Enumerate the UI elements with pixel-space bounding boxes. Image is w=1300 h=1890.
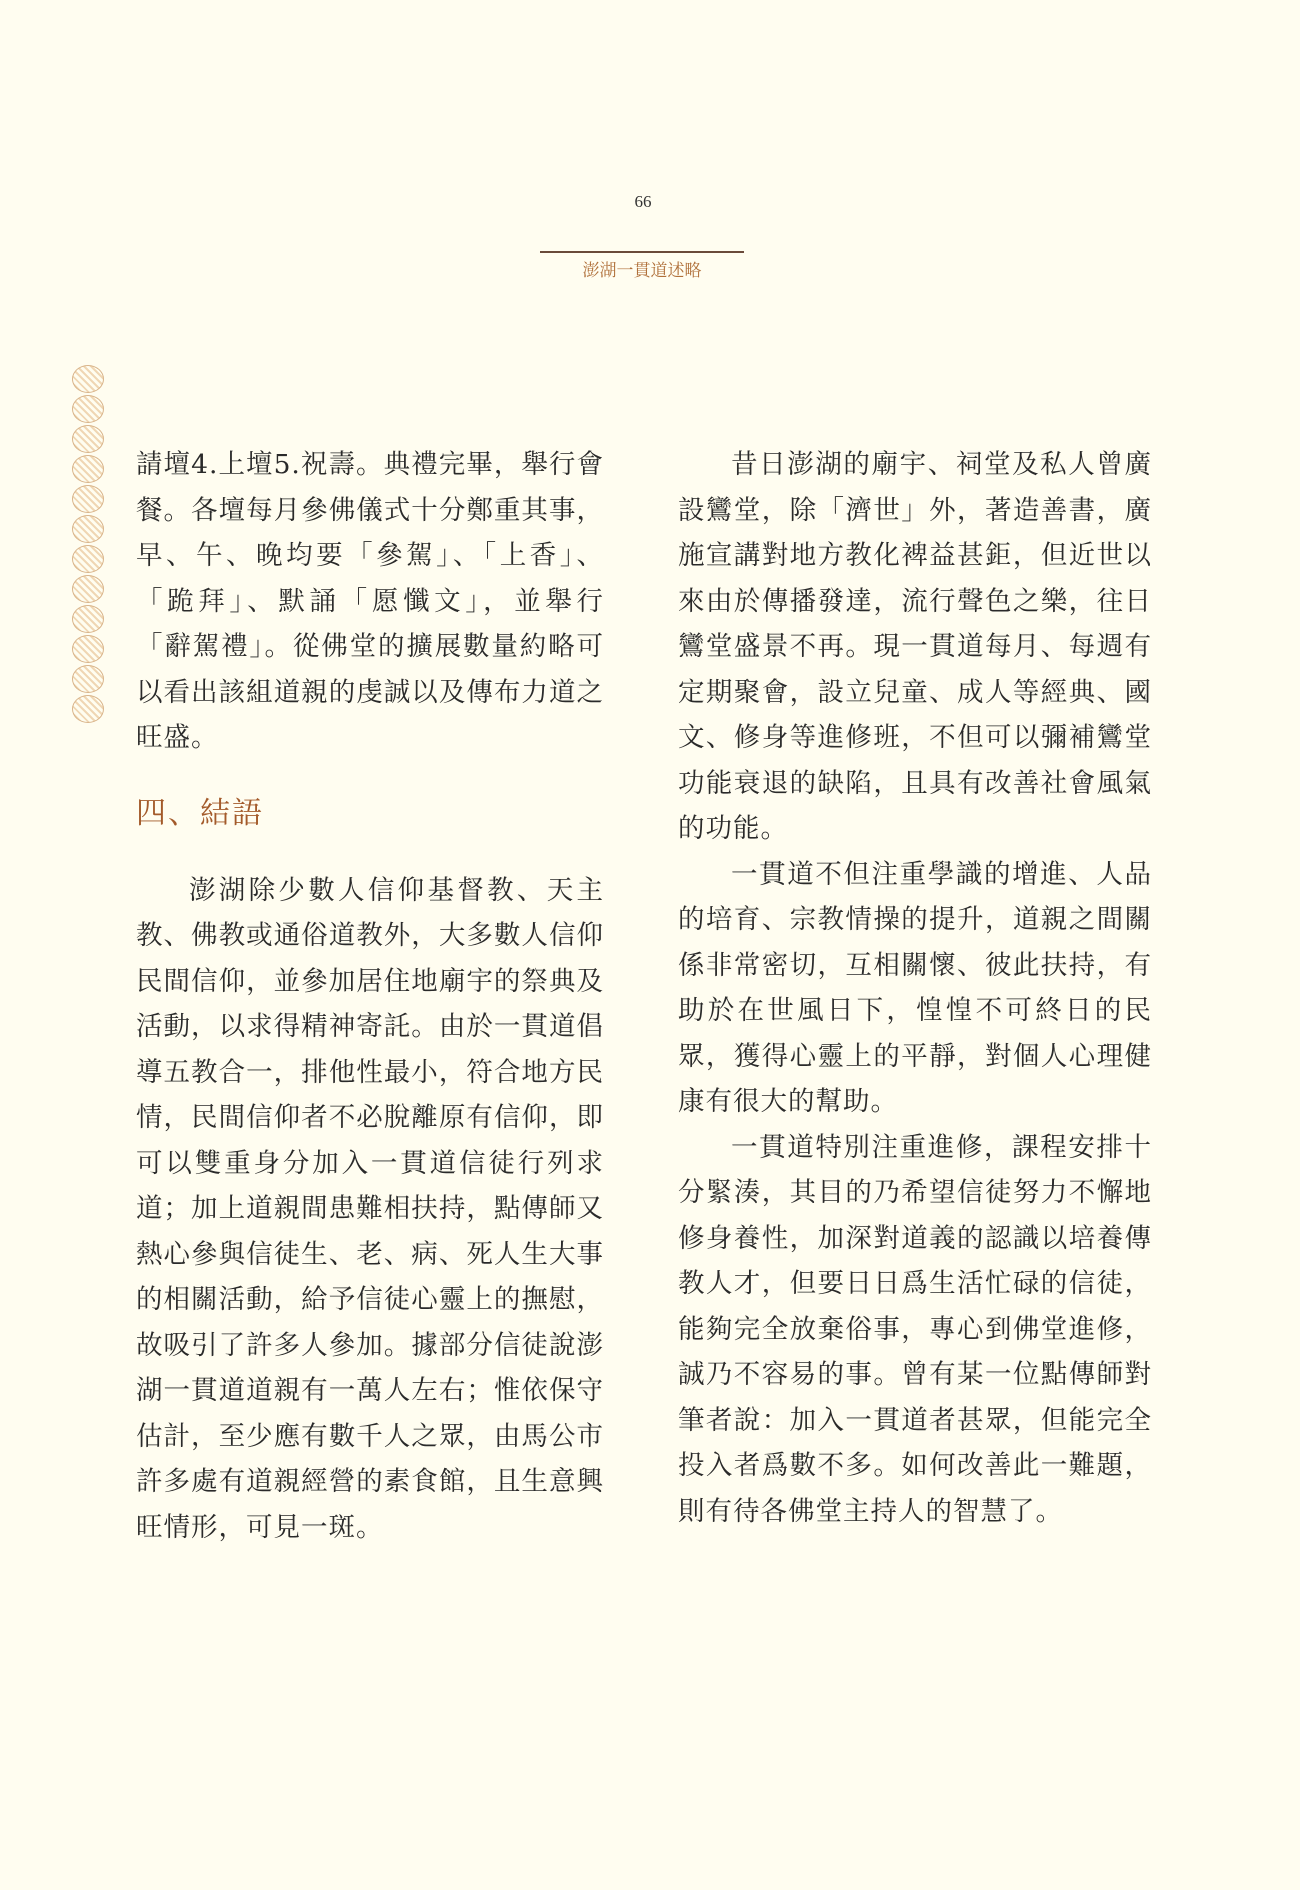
section-heading: 四、結語 [136,795,264,831]
page-number: 66 [634,192,652,211]
body-paragraph: 昔日澎湖的廟宇、祠堂及私人曾廣設鸞堂，除「濟世」外，著造善書，廣施宣講對地方教化裨益甚鉅，但近世以來由於傳播發達，流行聲色之樂，往日鸞堂盛景不再。現一貫道每月、每週有定期聚會，設立兒童、成人等經典、國文、修身等進修班，不但可以彌補鸞堂功能衰退的缺陷，且具有改善社會風氣的功能。 [678,449,1152,844]
ornament-circle [72,665,104,693]
ornament-circle [72,395,104,423]
ornament-circle [72,695,104,723]
ornament-circle [72,455,104,483]
body-paragraph: 請壇4.上壇5.祝壽。典禮完畢，舉行會餐。各壇每月參佛儀式十分鄭重其事，早、午、晚均要「參駕」、「上香」、「跪拜」、默誦「愿懺文」，並舉行「辭駕禮」。從佛堂的擴展數量約略可以看出該組道親的虔誠以及傳布力道之旺盛。 [136,449,604,753]
right-column [678,442,1152,1534]
margin-ornament [72,365,104,723]
ornament-circle [72,545,104,573]
left-column [136,442,604,1550]
ornament-circle [72,365,104,393]
body-paragraph: 一貫道特別注重進修，課程安排十分緊湊，其目的乃希望信徒努力不懈地修身養性，加深對道義的認識以培養傳教人才，但要日日爲生活忙碌的信徒，能夠完全放棄俗事，專心到佛堂進修，誠乃不容易的事。曾有某一位點傳師對筆者說：加入一貫道者甚眾，但能完全投入者爲數不多。如何改善此一難題，則有待各佛堂主持人的智慧了。 [678,1131,1152,1527]
header-rule [540,251,744,253]
ornament-circle [72,485,104,513]
ornament-circle [72,425,104,453]
ornament-circle [72,635,104,663]
body-paragraph: 一貫道不但注重學識的增進、人品的培育、宗教情操的提升，道親之間關係非常密切，互相關懷、彼此扶持，有助於在世風日下，惶惶不可終日的民眾，獲得心靈上的平靜，對個人心理健康有很大的幫助。 [678,858,1152,1117]
ornament-circle [72,575,104,603]
ornament-circle [72,605,104,633]
ornament-circle [72,515,104,543]
running-title: 澎湖一貫道述略 [582,261,702,281]
body-paragraph: 澎湖除少數人信仰基督教、天主教、佛教或通俗道教外，大多數人信仰民間信仰，並參加居住地廟宇的祭典及活動，以求得精神寄託。由於一貫道倡導五教合一，排他性最小，符合地方民情，民間信仰者不必脫離原有信仰，即可以雙重身分加入一貫道信徒行列求道；加上道親間患難相扶持，點傳師又熱心參與信徒生、老、病、死人生大事的相關活動，給予信徒心靈上的撫慰，故吸引了許多人參加。據部分信徒說澎湖一貫道道親有一萬人左右；惟依保守估計，至少應有數千人之眾，由馬公市許多處有道親經營的素食館，且生意興旺情形，可見一斑。 [136,874,604,1543]
